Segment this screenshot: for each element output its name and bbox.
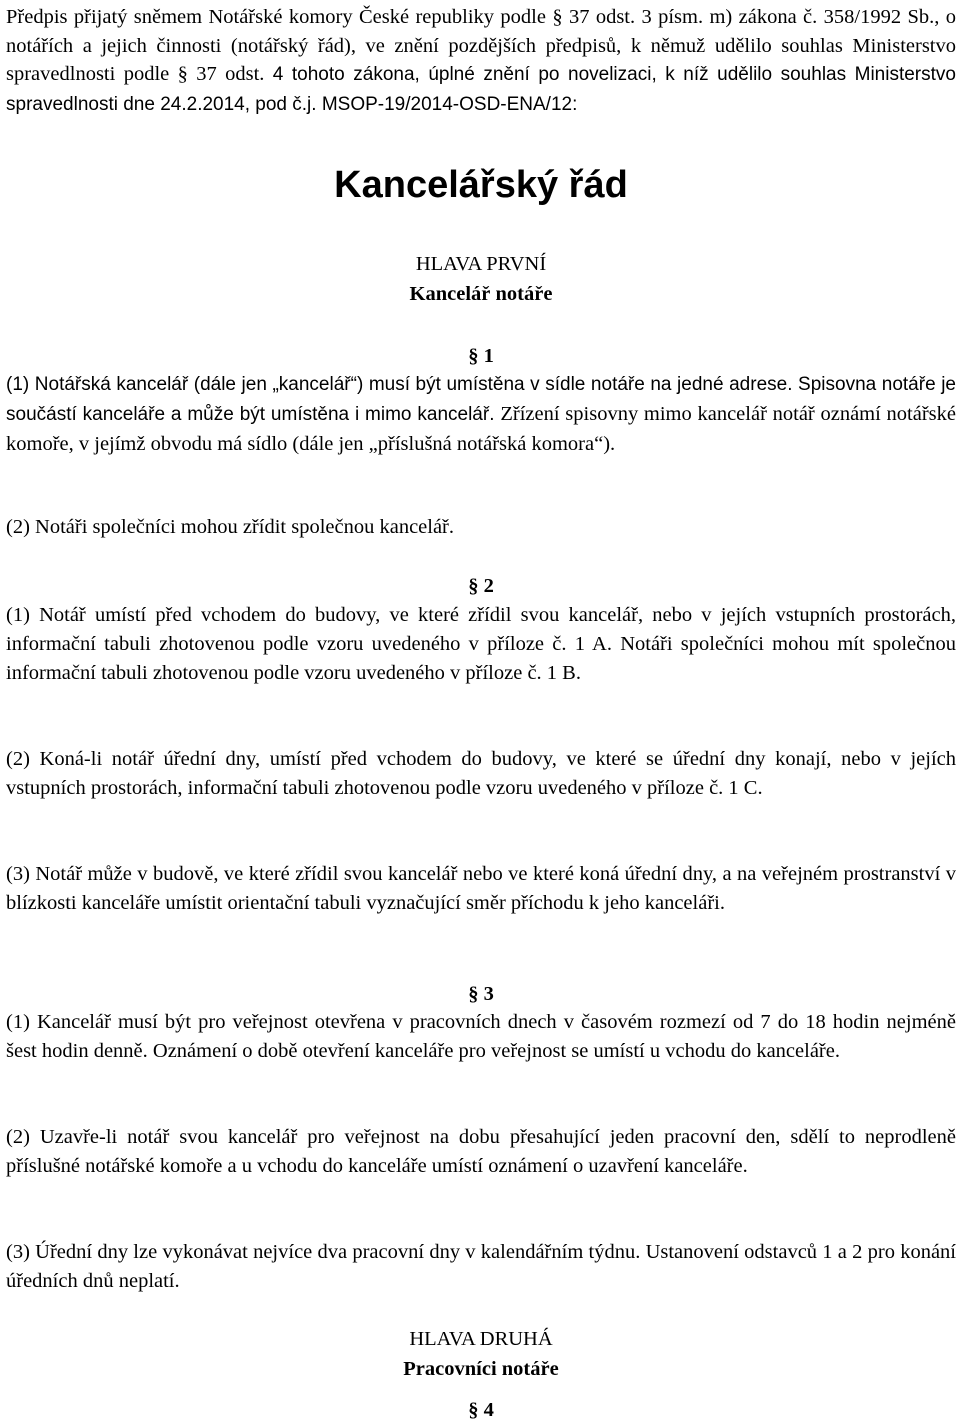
section-3-paragraph-1: (1) Kancelář musí být pro veřejnost otevřena v pracovních dnech v časovém rozmezí od 7 do 18 hodin nejméně šest hodin denně. Oznámení o době otevření kanceláře pro veřejnost se umístí u vchodu do kanceláře. — [6, 1011, 956, 1062]
section-1-paragraph-2: (2) Notáři společníci mohou zřídit společnou kancelář. — [6, 516, 455, 538]
section-3-paragraph-2: (2) Uzavře-li notář svou kancelář pro veřejnost na dobu přesahující jeden pracovní den, sdělí to neprodleně příslušné notářské komoře a u vchodu do kanceláře umístí oznámení o uzavření kanceláře. — [6, 1126, 956, 1177]
chapter-2-subheading: Pracovníci notáře — [403, 1358, 559, 1380]
section-2-paragraph-3: (3) Notář může v budově, ve které zřídil svou kancelář nebo ve které koná úřední dny, a na veřejném prostranství v blízkosti kanceláře umístit orientační tabuli vyznačující směr příchodu k jeho kanceláři. — [6, 863, 956, 914]
section-1-paragraph-1-part-a: (1) Notářská kancelář (dále jen „kancelář“) musí být umístěna v sídle notáře na jedné adrese. — [6, 374, 799, 395]
section-1-paragraph-1 — [6, 370, 956, 459]
section-1-paragraph-1-part-c: Zřízení spisovny mimo kancelář notář oznámí notářské komoře, v jejímž obvodu má sídlo (dále jen „příslušná notářská komora“). — [6, 402, 956, 455]
intro-text-part2: 4 tohoto zákona, úplné znění po novelizaci, k níž udělilo souhlas Ministerstvo spravedlnosti dne 24.2.2014, pod č.j. MSOP-19/2014-OSD-ENA/12: — [6, 64, 956, 115]
section-2-paragraph-2: (2) Koná-li notář úřední dny, umístí před vchodem do budovy, ve které se úřední dny konají, nebo v jejích vstupních prostorách, informační tabuli zhotovenou podle vzoru uvedeného v příloze č. 1 C. — [6, 748, 956, 799]
section-3-label: § 3 — [468, 983, 494, 1005]
intro-text-part1: Předpis přijatý sněmem Notářské komory České republiky podle § 37 odst. 3 písm. m) zákona č. 358/1992 Sb., o notářích a jejich činnosti (notářský řád), ve znění pozdějších předpisů, k němuž udělilo souhlas Ministerstvo spravedlnosti podle § 37 odst. — [6, 6, 956, 86]
chapter-1-subheading: Kancelář notáře — [409, 283, 553, 305]
intro-paragraph — [6, 3, 956, 119]
section-1-paragraph-1-part-b: Spisovna notáře je součástí kanceláře a může být umístěna i mimo kancelář. — [6, 374, 956, 425]
chapter-2-heading: HLAVA DRUHÁ — [409, 1328, 553, 1350]
section-1-label: § 1 — [468, 345, 494, 367]
section-2-paragraph-1: (1) Notář umístí před vchodem do budovy, ve které zřídil svou kancelář, nebo v jejích vstupních prostorách, informační tabuli zhotovenou podle vzoru uvedeného v příloze č. 1 A. Notáři společníci mohou mít společnou informační tabuli zhotovenou podle vzoru uvedeného v příloze č. 1 B. — [6, 604, 956, 684]
document-title: Kancelářský řád — [334, 164, 628, 206]
chapter-1-heading: HLAVA PRVNÍ — [415, 253, 547, 275]
section-2-label: § 2 — [468, 575, 494, 597]
section-3-paragraph-3: (3) Úřední dny lze vykonávat nejvíce dva pracovní dny v kalendářním týdnu. Ustanovení odstavců 1 a 2 pro konání úředních dnů neplatí. — [6, 1241, 956, 1292]
section-4-label: § 4 — [468, 1399, 494, 1421]
